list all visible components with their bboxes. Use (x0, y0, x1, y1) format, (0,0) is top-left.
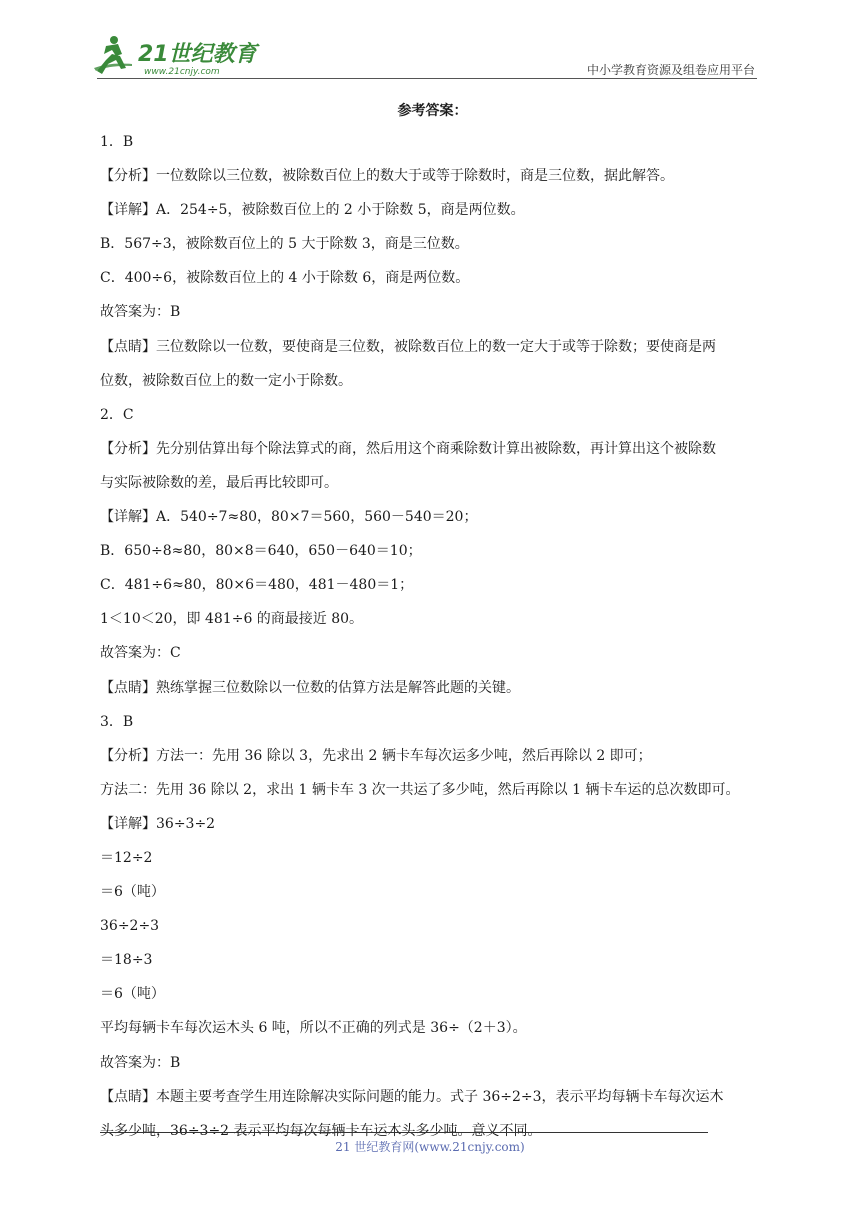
text-line: 【详解】36÷3÷2 (100, 815, 216, 832)
logo (92, 34, 262, 78)
platform-name: 中小学教育资源及组卷应用平台 (586, 63, 755, 77)
text-line: ＝6（吨） (100, 986, 165, 1003)
text-line: 【分析】方法一：先用 36 除以 3，先求出 2 辆卡车每次运多少吨，然后再除以 2 即可； (100, 747, 652, 764)
text-line: C．400÷6，被除数百位上的 4 小于除数 6，商是两位数。 (100, 270, 470, 287)
text-line: 2．C (100, 406, 134, 423)
footer-source: 21 世纪教育网(www.21cnjy.com) (335, 1140, 525, 1154)
text-line: 故答案为：C (100, 645, 181, 662)
text-line: 故答案为：B (100, 1054, 181, 1071)
text-line: 平均每辆卡车每次运木头 6 吨，所以不正确的列式是 36÷（2＋3）。 (100, 1020, 527, 1037)
footer-divider (100, 1132, 708, 1133)
text-line: 1．B (100, 134, 134, 150)
text-line: 【分析】先分别估算出每个除法算式的商，然后用这个商乘除数计算出被除数，再计算出这个被除数 (100, 440, 716, 457)
text-line: B．567÷3，被除数百位上的 5 大于除数 3，商是三位数。 (100, 236, 469, 253)
text-line: 【点睛】三位数除以一位数，要使商是三位数，被除数百位上的数一定大于或等于除数；要使商是两 (100, 338, 716, 355)
logo-wordmark: 21世纪教育 (138, 42, 257, 67)
page-title: 参考答案： (397, 103, 468, 119)
text-line: ＝18÷3 (100, 952, 153, 969)
text-line: 【详解】A．540÷7≈80，80×7＝560，560－540＝20； (100, 509, 478, 526)
text-line: 1＜10＜20，即 481÷6 的商最接近 80。 (100, 611, 364, 628)
answer-content (100, 100, 765, 1155)
logo-url: www.21cnjy.com (144, 67, 220, 77)
header-divider (97, 78, 757, 79)
page-header (0, 0, 860, 90)
text-line: 【点睛】本题主要考查学生用连除解决实际问题的能力。式子 36÷2÷3，表示平均每辆卡车每次运木 (100, 1088, 724, 1105)
text-line: 位数，被除数百位上的数一定小于除数。 (100, 372, 352, 389)
text-line: C．481÷6≈80，80×6＝480，481－480＝1； (100, 577, 414, 594)
text-line: 头多少吨，36÷3÷2 表示平均每次每辆卡车运木头多少吨。意义不同。 (100, 1122, 542, 1139)
text-line: 36÷2÷3 (100, 918, 160, 935)
text-line: 方法二：先用 36 除以 2，求出 1 辆卡车 3 次一共运了多少吨，然后再除以 1 辆卡车运的总次数即可。 (100, 781, 740, 798)
text-line: 【点睛】熟练掌握三位数除以一位数的估算方法是解答此题的关键。 (100, 679, 520, 696)
text-line: ＝12÷2 (100, 849, 153, 866)
text-line: B．650÷8≈80，80×8＝640，650－640＝10； (100, 543, 422, 560)
text-line: 故答案为：B (100, 304, 181, 321)
text-line: 与实际被除数的差，最后再比较即可。 (100, 474, 338, 491)
answer-lines (100, 132, 765, 1141)
text-line: 【分析】一位数除以三位数，被除数百位上的数大于或等于除数时，商是三位数，据此解答。 (100, 168, 674, 185)
text-line: ＝6（吨） (100, 884, 165, 901)
text-line: 【详解】A．254÷5，被除数百位上的 2 小于除数 5，商是两位数。 (100, 202, 525, 219)
text-line: 3．B (100, 713, 134, 730)
